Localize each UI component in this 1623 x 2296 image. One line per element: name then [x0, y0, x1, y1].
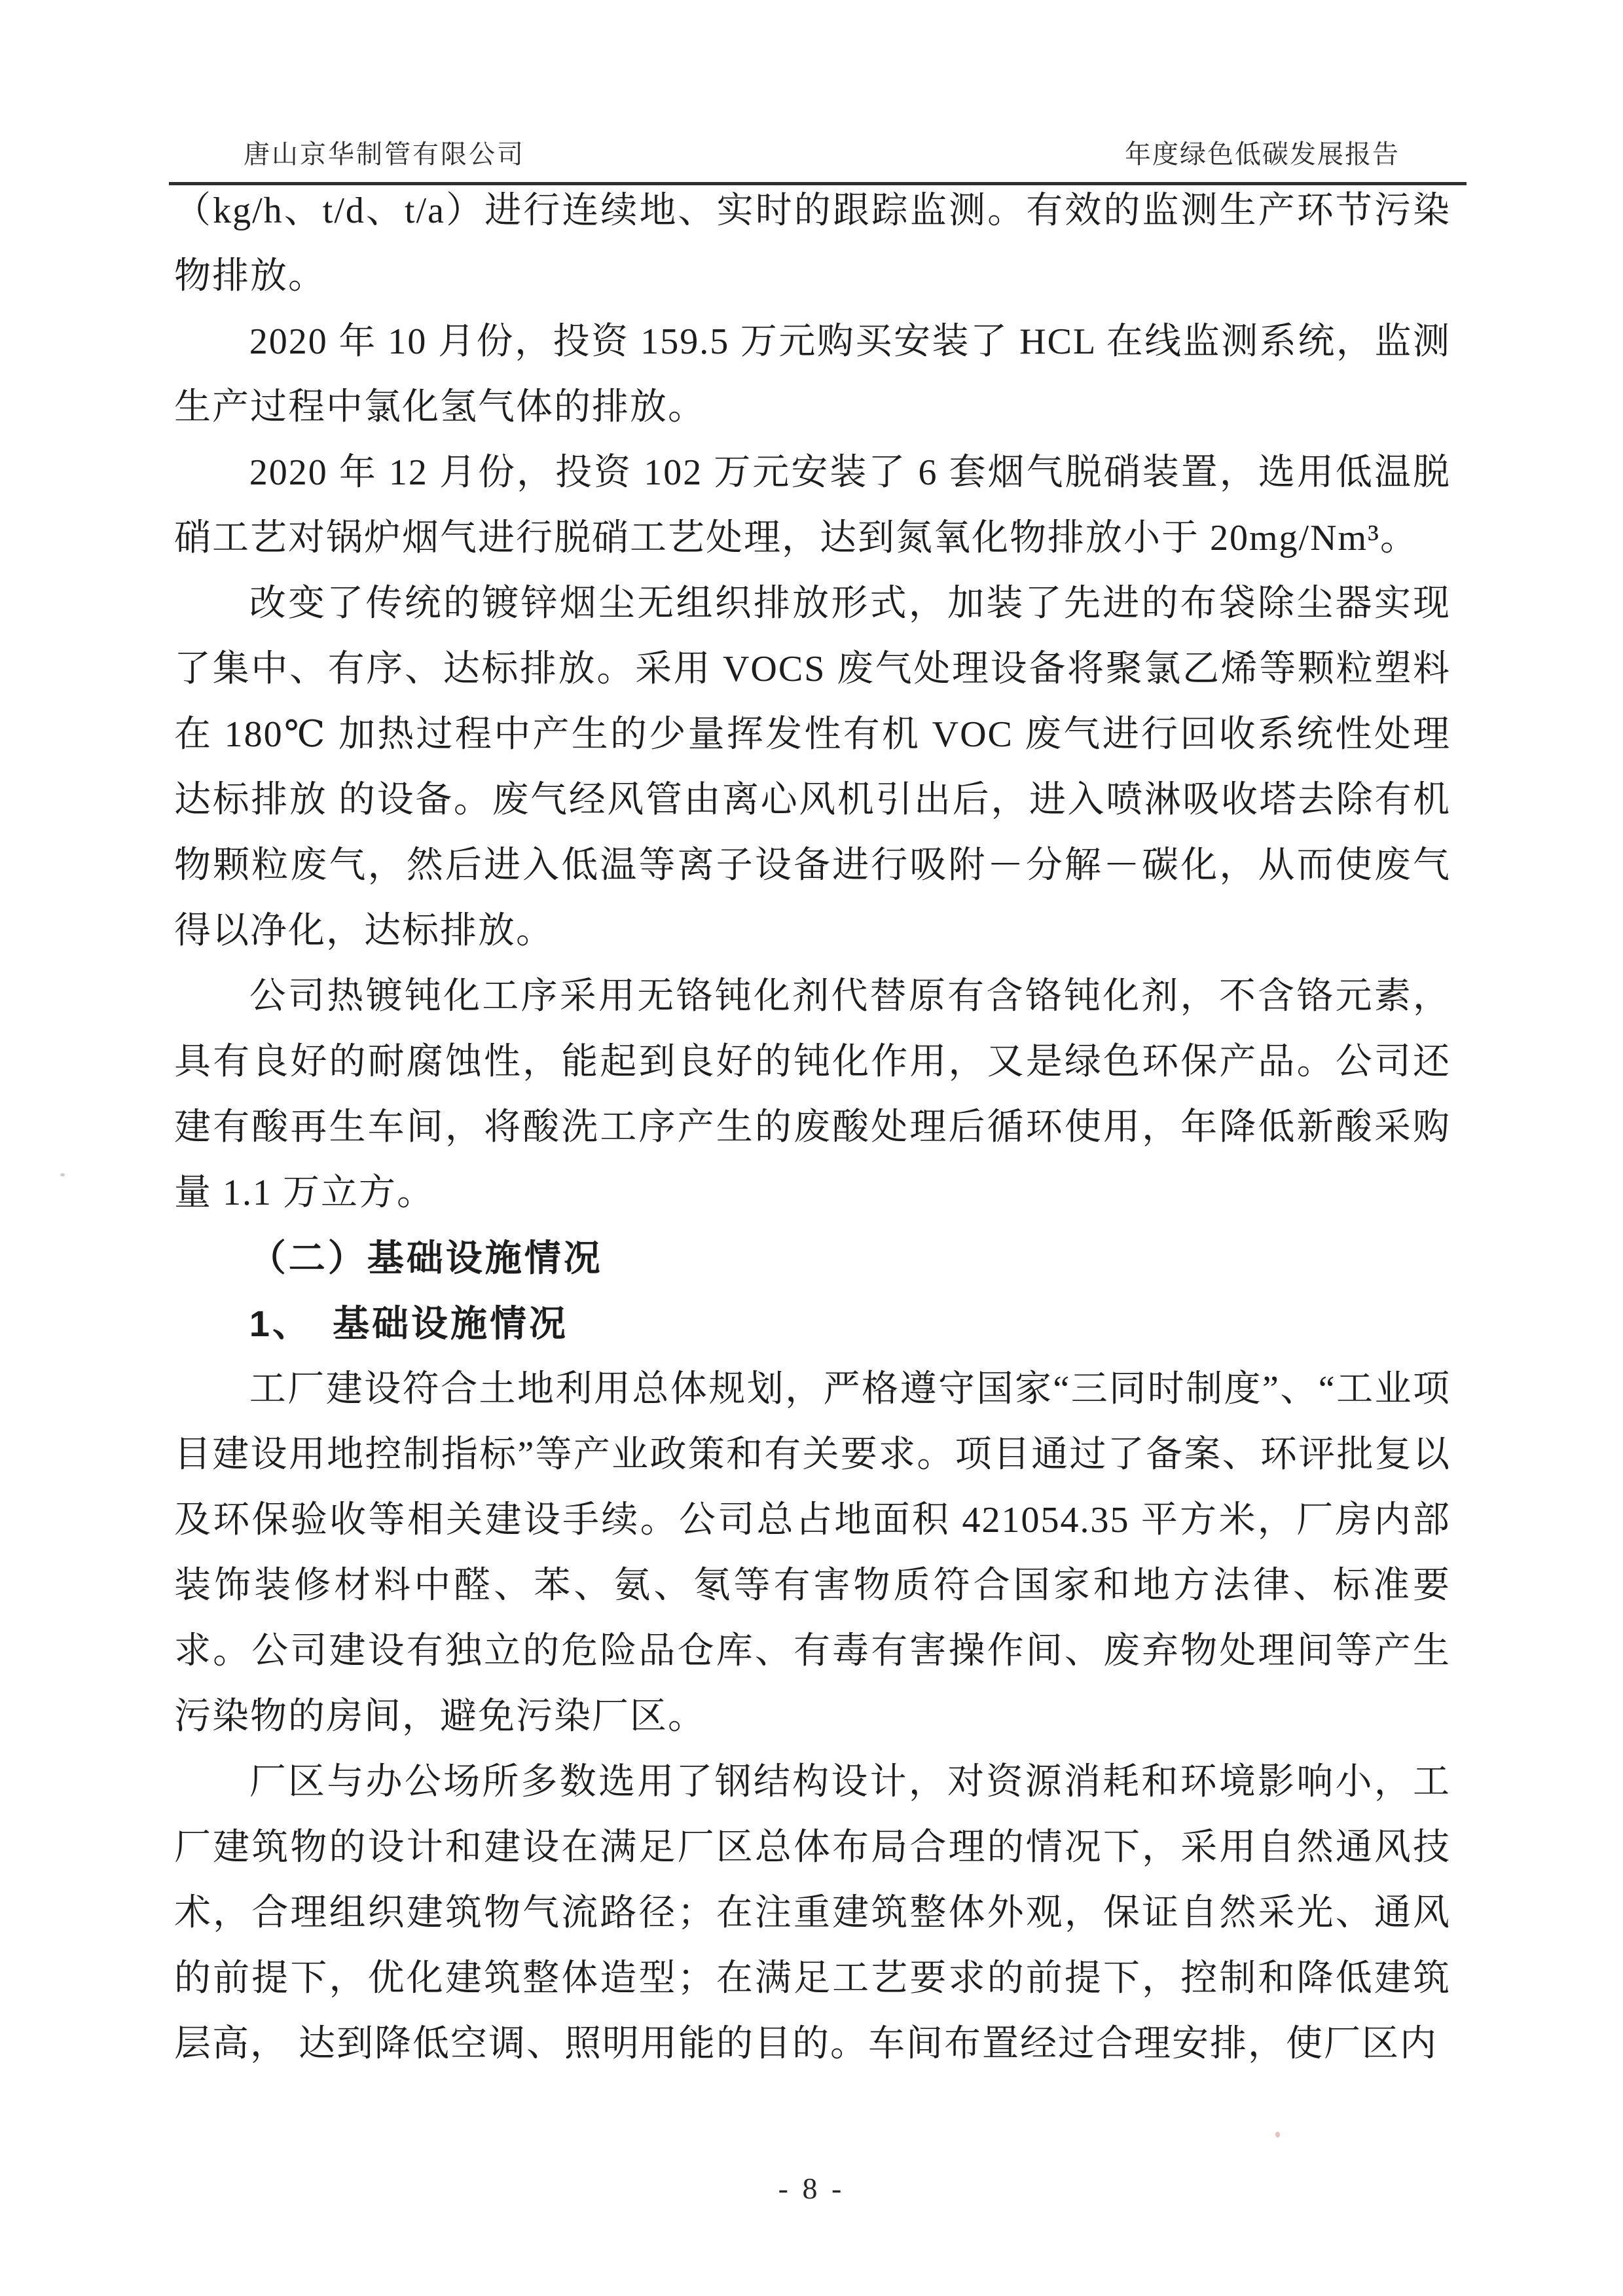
paragraph: 改变了传统的镀锌烟尘无组织排放形式，加装了先进的布袋除尘器实现了集中、有序、达标排放。采用 VOCS 废气处理设备将聚氯乙烯等颗粒塑料在 180℃ 加热过程中产生的少量挥发性有机 VOC 废气进行回收系统性处理达标排放 的设备。废气经风管由离心风机引出后，进入喷淋吸收塔去除有机物颗粒废气，然后进入低温等离子设备进行吸附－分解－碳化，从而使废气得以净化，达标排放。: [174, 583, 1451, 951]
page-footer: [0, 2171, 1623, 2206]
page-number: - 8 -: [778, 2172, 845, 2205]
paragraph: 2020 年 10 月份，投资 159.5 万元购买安装了 HCL 在线监测系统，监测生产过程中氯化氢气体的排放。: [174, 321, 1451, 428]
scan-artifact: [60, 1173, 65, 1176]
header-company-name: 唐山京华制管有限公司: [244, 139, 525, 169]
document-body: [174, 178, 1451, 2077]
section-heading: 1、 基础设施情况: [249, 1303, 568, 1344]
scan-artifact: [1275, 2132, 1280, 2138]
paragraph: 2020 年 12 月份，投资 102 万元安装了 6 套烟气脱硝装置，选用低温脱硝工艺对锅炉烟气进行脱硝工艺处理，达到氮氧化物排放小于 20mg/Nm³。: [174, 452, 1451, 558]
header-report-title: 年度绿色低碳发展报告: [1125, 139, 1400, 169]
paragraph: 工厂建设符合土地利用总体规划，严格遵守国家“三同时制度”、“工业项目建设用地控制指标”等产业政策和有关要求。项目通过了备案、环评批复以及环保验收等相关建设手续。公司总占地面积 421054.35 平方米，厂房内部装饰装修材料中醛、苯、氨、氡等有害物质符合国家和地方法律、标准要求。公司建设有独立的危险品仓库、有毒有害操作间、废弃物处理间等产生污染物的房间，避免污染厂区。: [174, 1369, 1451, 1737]
paragraph: （kg/h、t/d、t/a）进行连续地、实时的跟踪监测。有效的监测生产环节污染物排放。: [174, 191, 1451, 297]
paragraph: 厂区与办公场所多数选用了钢结构设计，对资源消耗和环境影响小，工厂建筑物的设计和建设在满足厂区总体布局合理的情况下，采用自然通风技术，合理组织建筑物气流路径；在注重建筑整体外观，保证自然采光、通风的前提下，优化建筑整体造型；在满足工艺要求的前提下，控制和降低建筑层高， 达到降低空调、照明用能的目的。车间布置经过合理安排，使厂区内: [174, 1762, 1451, 2064]
paragraph: 公司热镀钝化工序采用无铬钝化剂代替原有含铬钝化剂，不含铬元素，具有良好的耐腐蚀性，能起到良好的钝化作用，又是绿色环保产品。公司还建有酸再生车间，将酸洗工序产生的废酸处理后循环使用，年降低新酸采购量 1.1 万立方。: [174, 976, 1451, 1213]
section-heading: （二）基础设施情况: [249, 1237, 603, 1279]
